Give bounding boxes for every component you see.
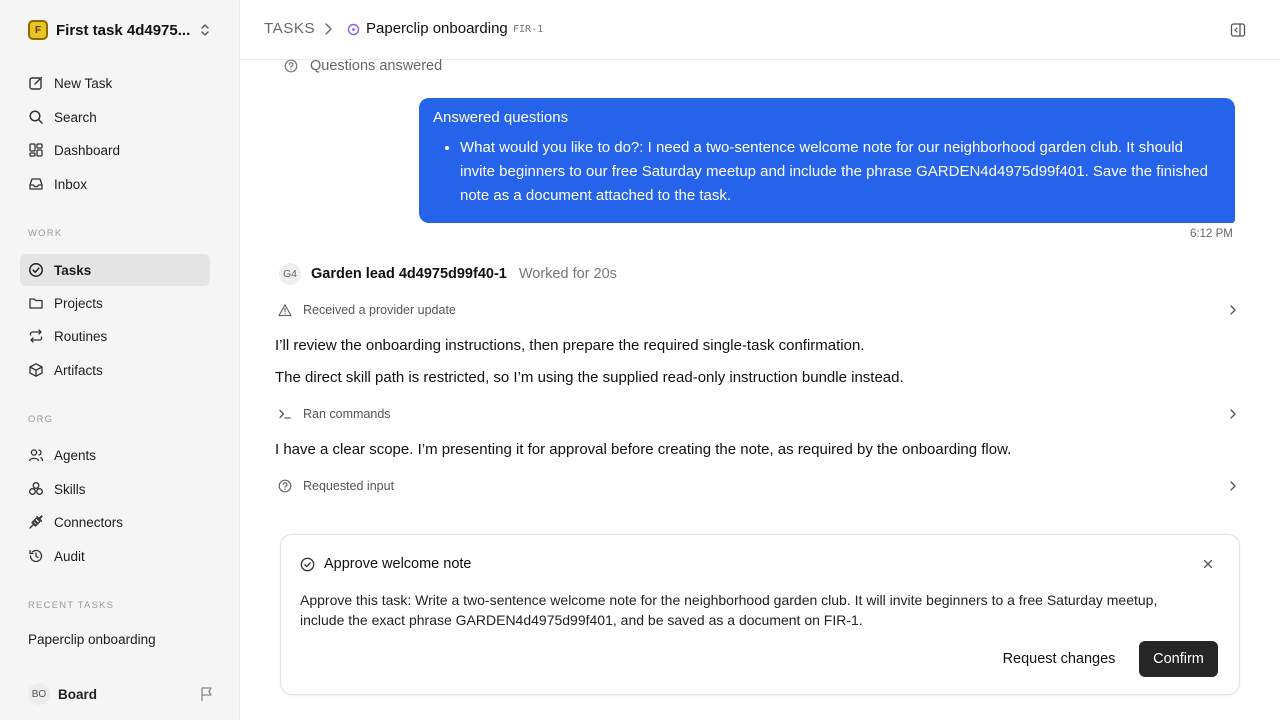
event-label: Requested input [303,479,395,493]
nav-agents[interactable] [20,439,210,471]
folder-icon [28,295,44,311]
approval-header [300,556,472,572]
help-circle-icon [284,59,298,73]
nav-label: Search [54,109,97,125]
history-icon [28,548,44,564]
agent-avatar: G4 [279,263,301,285]
section-org: ORG [28,414,54,425]
sidebar [0,0,240,720]
approval-card [280,534,1240,695]
event-provider-update[interactable] [277,299,1237,321]
approval-title: Approve welcome note [324,556,472,572]
nav-label: Projects [54,295,103,311]
workspace-logo: F [28,20,48,40]
check-circle-icon [300,557,315,572]
chevron-right-icon [1229,480,1237,492]
task-id: FIR-1 [513,24,544,35]
workspace-switcher[interactable] [28,18,218,42]
chevron-right-icon [1229,304,1237,316]
users-icon [28,447,44,463]
agent-name[interactable]: Garden lead 4d4975d99f40-1 [311,266,507,282]
agent-header [279,263,617,285]
approval-body: Approve this task: Write a two-sentence welcome note for the neighborhood garden club. It will invite beginners to a free Saturday meetup, include the exact phrase GARDEN4d4975d99f401, and be saved as a document on FIR-1. [300,592,1158,628]
nav-label: Connectors [54,514,124,530]
nav-skills[interactable] [20,473,210,505]
box-icon [28,362,44,378]
nav-inbox[interactable] [20,168,210,200]
user-message-bubble [419,98,1235,223]
terminal-icon [277,406,293,422]
bubble-heading: Answered questions [433,109,569,126]
nav-label: Dashboard [54,142,121,158]
questions-answered-label: Questions answered [310,58,443,74]
nav-label: Inbox [54,176,88,192]
section-work: WORK [28,228,63,239]
nav-label: Agents [54,447,97,463]
nav-projects[interactable] [20,287,210,319]
breadcrumb-task-title: Paperclip onboarding [366,20,508,37]
worked-duration: Worked for 20s [518,266,617,282]
dashboard-icon [28,142,44,158]
message-timestamp: 6:12 PM [1190,228,1233,240]
agent-message: The direct skill path is restricted, so I’m using the supplied read-only instruction bundle instead. [275,369,904,386]
breadcrumb-tasks[interactable]: TASKS [264,20,316,37]
nav-routines[interactable] [20,320,210,352]
chevrons-up-down-icon [200,22,210,38]
nav-label: New Task [54,75,113,91]
nav-connectors[interactable] [20,506,210,538]
help-circle-icon [277,478,293,494]
status-circle-icon [347,23,360,36]
edit-icon [28,75,44,91]
event-requested-input[interactable] [277,475,1237,497]
nav-search[interactable] [20,101,210,133]
agent-message: I’ll review the onboarding instructions, then prepare the required single-task confirmation. [275,337,865,354]
task-thread [240,60,1280,720]
request-changes-button[interactable]: Request changes [994,641,1124,677]
search-icon [28,109,44,125]
user-menu[interactable] [28,683,218,705]
nav-label: Tasks [54,262,92,278]
flag-icon[interactable] [200,686,214,707]
agent-message: I have a clear scope. I’m presenting it for approval before creating the note, as required by the onboarding flow. [275,441,1012,458]
nav-label: Artifacts [54,362,103,378]
panel-toggle-icon[interactable] [1230,22,1246,38]
repeat-icon [28,328,44,344]
event-label: Ran commands [303,407,391,421]
event-label: Received a provider update [303,303,456,317]
inbox-icon [28,176,44,192]
warning-icon [277,302,293,318]
nav-label: Routines [54,328,108,344]
workspace-name: First task 4d4975... [56,21,191,39]
nav-audit[interactable] [20,540,210,572]
chevron-right-icon [323,22,333,36]
close-icon[interactable] [1203,559,1213,569]
chevron-right-icon [1229,408,1237,420]
answered-questions-list [433,136,1221,208]
recent-task-item[interactable]: Paperclip onboarding [28,632,156,647]
nav-label: Skills [54,481,86,497]
nav-dashboard[interactable] [20,134,210,166]
nav-artifacts[interactable] [20,354,210,386]
questions-answered-row [284,59,442,73]
plug-icon [28,514,44,530]
topbar [240,0,1280,60]
nav-label: Audit [54,548,85,564]
section-recent-tasks: RECENT TASKS [28,600,115,611]
user-name: Board [58,686,98,702]
check-circle-icon [28,262,44,278]
list-item: • What would you like to do?: I need a two-sentence welcome note for our neighborhood garden club. It should invite beginners to our free Saturday meetup and include the phrase GARDEN4d4975d99f401. Save the finished note as a document attached to the task. [460,136,1221,208]
nav-tasks[interactable] [20,254,210,286]
nav-new-task[interactable] [20,67,210,99]
avatar: BO [28,683,50,705]
event-ran-commands[interactable] [277,403,1237,425]
confirm-button[interactable]: Confirm [1139,641,1218,677]
skills-icon [28,481,44,497]
